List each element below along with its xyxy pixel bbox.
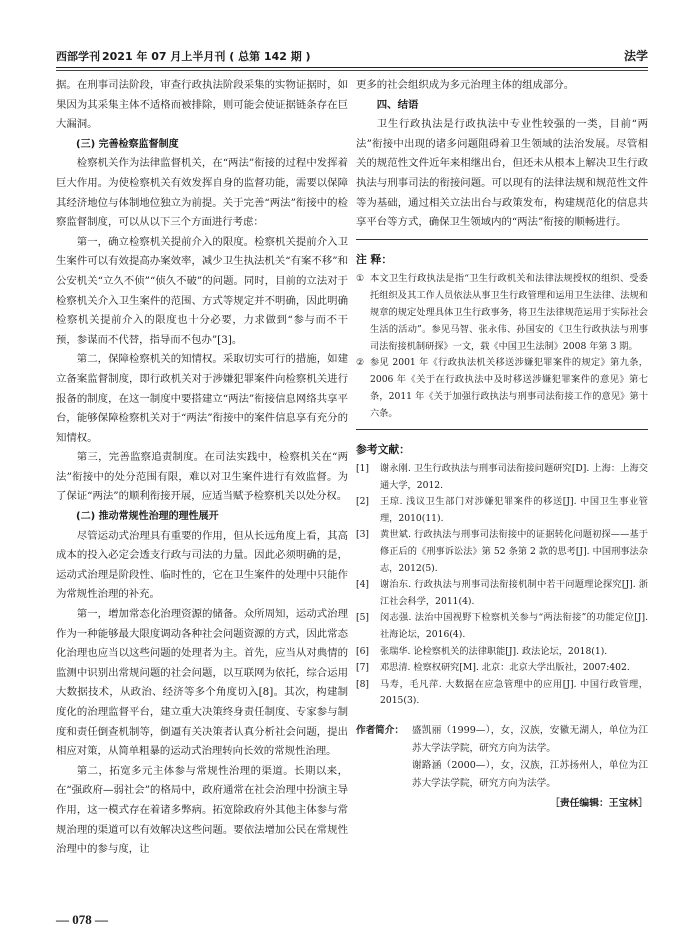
author-line: 盛凯丽（1999—），女，汉族，安徽无湖人，单位为江苏大学法学院，研究方向为法学。 xyxy=(412,725,648,754)
reference-item-number: [1] xyxy=(356,463,370,475)
reference-item-text: 黄世斌. 行政执法与刑事司法衔接中的证据转化问题初探——基于修正后的《刑事诉讼法》第 52 条第 2 款的思考[J]. 中国刑事法杂志，2012(5). xyxy=(380,529,648,574)
reference-item xyxy=(356,527,648,577)
section-heading: (二) 推动常规性治理的理性展开 xyxy=(76,511,219,523)
reference-item-number: [3] xyxy=(356,529,370,541)
reference-item xyxy=(356,461,648,494)
refs-divider xyxy=(356,429,648,430)
paragraph: 第二，拓宽多元主体参与常规性治理的渠道。长期以来，在“强政府—弱社会”的格局中，政府通常在社会治理中扮演主导作用，这一模式存在着诸多弊病。拓宽除政府外其他主体参与常规治理的渠道可以有效解决这些问题。要依法增加公民在常规性治理中的参与度，让 xyxy=(56,764,348,856)
note-item-text: 参见 2001 年《行政执法机关移送涉嫌犯罪案件的规定》第九条，2006 年《关于在行政执法中及时移送涉嫌犯罪案件的意见》第七条，2011 年《关于加强行政执法与刑事司法衔接工作的意见》第十六条。 xyxy=(370,357,648,419)
paragraph: 据。在刑事司法阶段，审查行政执法阶段采集的实物证据时，如果因为其采集主体不适格而被排除，则可能会使证据链条存在巨大漏洞。 xyxy=(56,79,348,131)
section-heading: 四、结语 xyxy=(376,98,419,111)
note-item xyxy=(356,355,648,422)
author-label: 作者简介： xyxy=(356,725,404,737)
left-column xyxy=(56,76,348,860)
reference-item-text: 谢治东. 行政执法与刑事司法衔接机制中若干问题理论探究[J]. 浙江社会科学，2011(4). xyxy=(380,579,648,607)
notes-list xyxy=(356,271,648,422)
section-label: 法学 xyxy=(623,49,648,63)
reference-item-text: 闵志强. 法治中国视野下检察机关参与“两法衔接”的功能定位[J]. 社海论坛，2016(4). xyxy=(380,612,648,641)
reference-item-text: 马寿，毛凡萍. 大数据在应急管理中的应用[J]. 中国行政管理，2015(3). xyxy=(380,678,648,707)
note-item-number: ① xyxy=(356,273,365,285)
section-heading: (三) 完善检察监督制度 xyxy=(76,138,179,150)
note-item-text: 本文卫生行政执法是指“卫生行政机关和法律法规授权的组织、受委托组织及其工作人员依法从事卫生行政管理和运用卫生法律、法规和规章的规定处理具体卫生行政事务，将卫生法律规范运用于实际社会生活的活动”。参见马智、张永伟、孙国安的《卫生行政执法与刑事司法衔接机制研探》一文，载《中国卫生法制》2008 年第 3 期。 xyxy=(370,273,648,352)
header-rule xyxy=(56,70,648,71)
journal-info xyxy=(56,48,311,64)
page-header xyxy=(56,44,648,68)
reference-item-number: [5] xyxy=(356,612,370,624)
paragraph: 卫生行政执法是行政执法中专业性较强的一类，目前“两法”衔接中出现的诸多问题阻碍着卫生领域的法治发展。尽管相关的规范性文件近年来相继出台，但还未从根本上解决卫生行政执法与刑事司法的衔接问题。可以现有的法律法规和规范性文件等为基础，通过相关立法出台与政策发布，构建规范化的信息共享平台等方式，确保卫生领域内的“两法”衔接的顺畅进行。 xyxy=(356,118,648,229)
journal-name: 西部学刊 xyxy=(56,50,100,63)
reference-item-number: [6] xyxy=(356,645,370,657)
paragraph: 尽管运动式治理具有重要的作用，但从长远角度上看，其高成本的投入必定会透支行政与司法的力量。因此必须明确的是，运动式治理是阶段性、临时性的，它在卫生案件的处理中只能作为常规性治理的补充。 xyxy=(56,529,348,601)
editor-note: ［责任编辑：王宝林］ xyxy=(550,798,648,810)
paragraph: 第二，保障检察机关的知情权。采取切实可行的措施，如建立备案监督制度，即行政机关对于涉嫌犯罪案件向检察机关进行报备的制度，在这一制度中要搭建立“两法”衔接信息网络共享平台，能够保障检察机关对于“两法”衔接中的案件信息享有充分的知情权。 xyxy=(56,353,348,444)
references-title: 参考文献： xyxy=(356,442,410,456)
notes-divider xyxy=(356,239,648,240)
author-line: 谢路涵（2000—），女，汉族，江苏扬州人，单位为江苏大学法学院，研究方向为法学。 xyxy=(412,760,648,789)
journal-issue: 2021 年 07 月上半月刊 ( 总第 142 期 ) xyxy=(102,50,311,63)
author-block xyxy=(356,722,648,792)
reference-item xyxy=(356,660,648,677)
reference-item-text: 张瑞华. 论检察机关的法律职能[J]. 政法论坛，2018(1). xyxy=(380,645,608,657)
reference-item xyxy=(356,644,648,661)
reference-item xyxy=(356,494,648,527)
reference-item xyxy=(356,577,648,610)
reference-item-text: 王琼. 浅议卫生部门对涉嫌犯罪案件的移送[J]. 中国卫生事业管理，2010(11). xyxy=(380,496,648,524)
reference-item-text: 邓思清. 检察权研究[M]. 北京：北京大学出版社，2007:402. xyxy=(380,662,630,674)
note-item-number: ② xyxy=(356,357,365,369)
paragraph: 更多的社会组织成为多元治理主体的组成部分。 xyxy=(356,79,575,91)
reference-item-number: [8] xyxy=(356,678,370,690)
reference-item xyxy=(356,610,648,643)
reference-item-text: 谢永刚. 卫生行政执法与刑事司法衔接问题研究[D]. 上海：上海交通大学，2012. xyxy=(380,463,648,491)
paragraph: 检察机关作为法律监督机关，在“两法”衔接的过程中发挥着巨大作用。为使检察机关有效发挥自身的监督功能，需要以保障其经济地位与体制地位独立为前提。关于完善“两法”衔接中的检察监督制度，可以从以下三个方面进行考虑： xyxy=(56,157,348,229)
right-body xyxy=(356,76,648,233)
paragraph: 第三，完善监察追责制度。在司法实践中，检察机关在“两法”衔接中的处分范围有限，难以对卫生案件进行有效监督。为了保证“两法”的顺利衔接开展，应适当赋予检察机关以处分权。 xyxy=(56,451,348,503)
author-lines xyxy=(412,722,648,792)
reference-item xyxy=(356,677,648,710)
page-number: — 078 — xyxy=(56,912,108,927)
right-column xyxy=(356,76,648,814)
references-list xyxy=(356,461,648,710)
note-item xyxy=(356,271,648,355)
reference-item-number: [2] xyxy=(356,496,370,508)
notes-title: 注 释： xyxy=(356,252,393,266)
paragraph: 第一，增加常态化治理资源的储备。众所周知，运动式治理作为一种能够最大限度调动各种社会问题资源的方式，因此常态化治理也应当以这些问题的处理者为主。首先，应当从对典情的监测中识别出常规问题的社会问题，以互联网为依托，综合运用大数据技术，从政治、经济等多个角度切入[8]。其次，构建制度化的治理监督平台，建立重大决策终身责任制度、专家参与制度和责任倒查机制等，倒逼有关决策者认真分析社会问题，提出相应对策，从简单粗暴的运动式治理转向长效的常规性治理。 xyxy=(56,608,348,758)
reference-item-number: [4] xyxy=(356,579,370,591)
paragraph: 第一，确立检察机关提前介入的限度。检察机关提前介入卫生案件可以有效提高办案效率，减少卫生执法机关“有案不移”和公安机关“立久不侦”“侦久不破”的问题。同时，目前的立法对于检察机关介入卫生案件的范围、方式等规定并不明确，因此明确检察机关提前介入的限度也十分必要，力求做到“参与而不干预，参谋而不代替，指导而不包办”[3]。 xyxy=(56,235,348,346)
reference-item-number: [7] xyxy=(356,662,370,674)
